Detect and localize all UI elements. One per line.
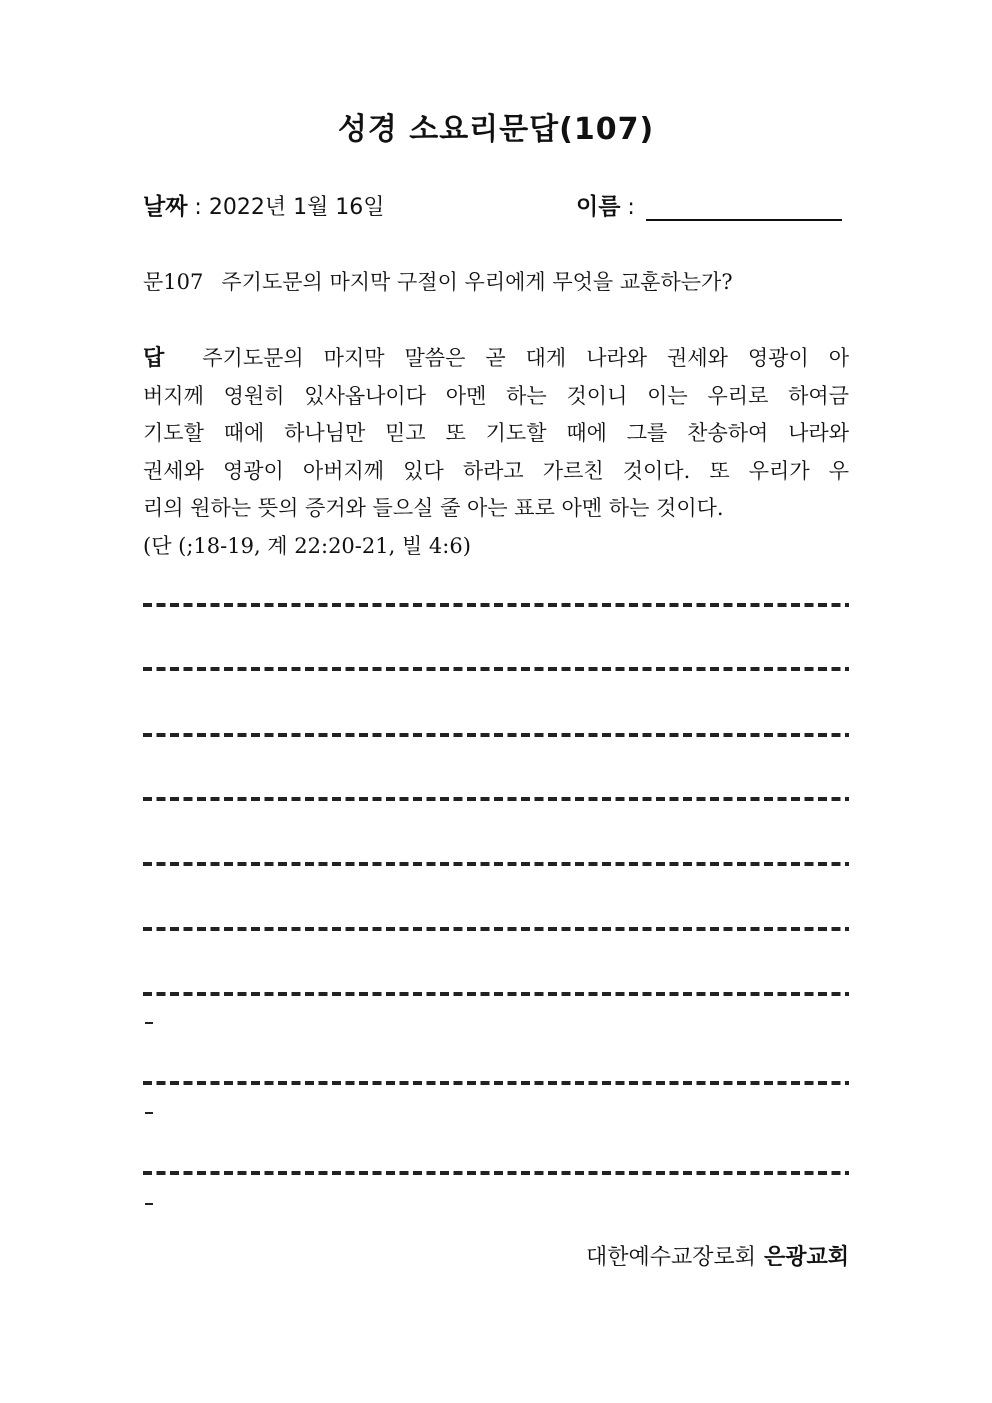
question-text: 주기도문의 마지막 구절이 우리에게 무엇을 교훈하는가? — [221, 270, 733, 294]
answer — [143, 340, 849, 565]
answer-line — [143, 340, 849, 378]
writing-line[interactable] — [143, 797, 849, 801]
question — [143, 266, 849, 296]
page-title: 성경 소요리문답(107) — [337, 112, 655, 147]
answer-text: 주기도문의 마지막 말씀은 곧 대게 나라와 권세와 영광이 아 — [202, 346, 849, 370]
name-separator: : — [620, 195, 642, 220]
name-field[interactable] — [646, 193, 842, 221]
answer-line: 버지께 영원히 있사옵나이다 아멘 하는 것이니 이는 우리로 하여금 — [143, 383, 849, 408]
writing-line[interactable] — [143, 1171, 849, 1175]
writing-line-stub — [145, 1022, 153, 1024]
writing-line[interactable] — [143, 603, 849, 607]
writing-line[interactable] — [143, 667, 849, 671]
writing-line[interactable] — [143, 927, 849, 931]
answer-line: 리의 원하는 뜻의 증거와 들으실 줄 아는 표로 아멘 하는 것이다. — [143, 496, 724, 520]
writing-line[interactable] — [143, 733, 849, 737]
answer-reference: (단 (;18-19, 계 22:20-21, 빌 4:6) — [143, 533, 471, 558]
writing-line[interactable] — [143, 862, 849, 866]
footer — [586, 1240, 849, 1271]
answer-line: 기도할 때에 하나님만 믿고 또 기도할 때에 그를 찬송하여 나라와 — [143, 421, 849, 445]
name-block — [576, 188, 842, 221]
question-number: 문107 — [143, 270, 204, 294]
answer-label: 답 — [143, 346, 165, 371]
writing-line[interactable] — [143, 992, 849, 996]
denomination: 대한예수교장로회 — [585, 1245, 756, 1270]
meta-row — [143, 188, 849, 224]
writing-line-stub — [145, 1203, 153, 1205]
writing-line[interactable] — [143, 1081, 849, 1085]
answer-line: 권세와 영광이 아버지께 있다 하라고 가르친 것이다. 또 우리가 우 — [143, 458, 849, 483]
writing-line-stub — [145, 1112, 153, 1114]
date-block — [143, 188, 385, 221]
church-name: 은광교회 — [763, 1245, 849, 1270]
date-value: : 2022년 1월 16일 — [187, 195, 385, 220]
date-label: 날짜 — [143, 194, 188, 220]
name-label: 이름 — [576, 194, 621, 220]
